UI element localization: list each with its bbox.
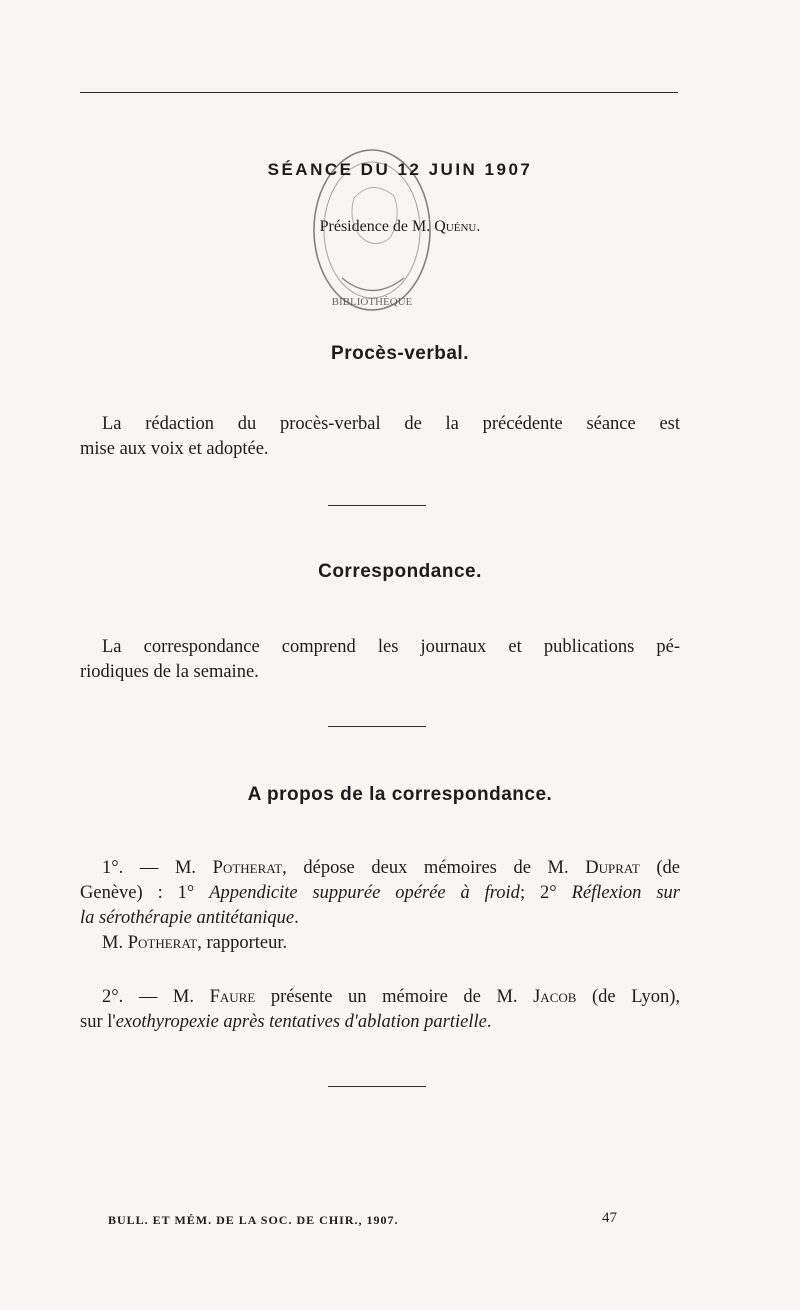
separator-rule — [328, 726, 426, 727]
author-name: Jacob — [533, 987, 577, 1007]
stamp-text: BIBLIOTHÈQUE — [331, 296, 413, 308]
presidency-line — [0, 218, 800, 236]
author-name: Duprat — [585, 858, 640, 878]
author-name: Potherat — [212, 858, 283, 878]
heading-a-propos: A propos de la correspondance. — [247, 784, 553, 805]
memoir-title: la sérothérapie antitétanique — [80, 908, 295, 928]
heading-correspondance: Correspondance. — [318, 561, 482, 582]
top-rule — [80, 92, 678, 93]
text-line: M. Potherat, rapporteur. — [102, 933, 288, 953]
text-line: 1°. — M. Potherat, dépose deux mémoires de M. Duprat (de — [102, 858, 680, 878]
memoir-title: Réflexion sur — [571, 883, 680, 903]
paragraph-proces-verbal — [80, 412, 680, 462]
footer-citation: BULL. ET MÉM. DE LA SOC. DE CHIR., 1907. — [108, 1213, 399, 1227]
presidency-suffix: . — [476, 218, 481, 235]
separator-rule — [328, 1086, 426, 1087]
author-name: Potherat — [127, 933, 198, 953]
author-name: Faure — [209, 987, 256, 1007]
heading-proces-verbal: Procès-verbal. — [331, 343, 469, 364]
paragraph-correspondance — [80, 635, 680, 685]
text-line: La correspondance comprend les journaux et publications pé- — [102, 637, 680, 657]
president-name: Quénu — [434, 218, 477, 235]
item-2 — [80, 985, 680, 1035]
separator-rule — [328, 505, 426, 506]
text-line: riodiques de la semaine. — [80, 662, 259, 682]
memoir-title: exothyropexie après tentatives d'ablation partielle — [115, 1012, 487, 1032]
text-line: sur l'exothyropexie après tentatives d'ablation partielle. — [80, 1012, 492, 1032]
text-line: 2°. — M. Faure présente un mémoire de M. Jacob (de Lyon), — [102, 987, 681, 1007]
text-line: la sérothérapie antitétanique. — [80, 908, 299, 928]
presidency-prefix: Présidence de M. — [319, 218, 435, 235]
page-title: SÉANCE DU 12 JUIN 1907 — [267, 160, 533, 179]
text-line: Genève) : 1° Appendicite suppurée opérée à froid; 2° Réflexion sur — [80, 883, 680, 903]
memoir-title: Appendicite suppurée opérée à froid — [209, 883, 520, 903]
text-line: La rédaction du procès-verbal de la précédente séance est — [102, 414, 680, 434]
text-line: mise aux voix et adoptée. — [80, 439, 269, 459]
item-1 — [80, 856, 680, 956]
page-number: 47 — [602, 1210, 617, 1226]
